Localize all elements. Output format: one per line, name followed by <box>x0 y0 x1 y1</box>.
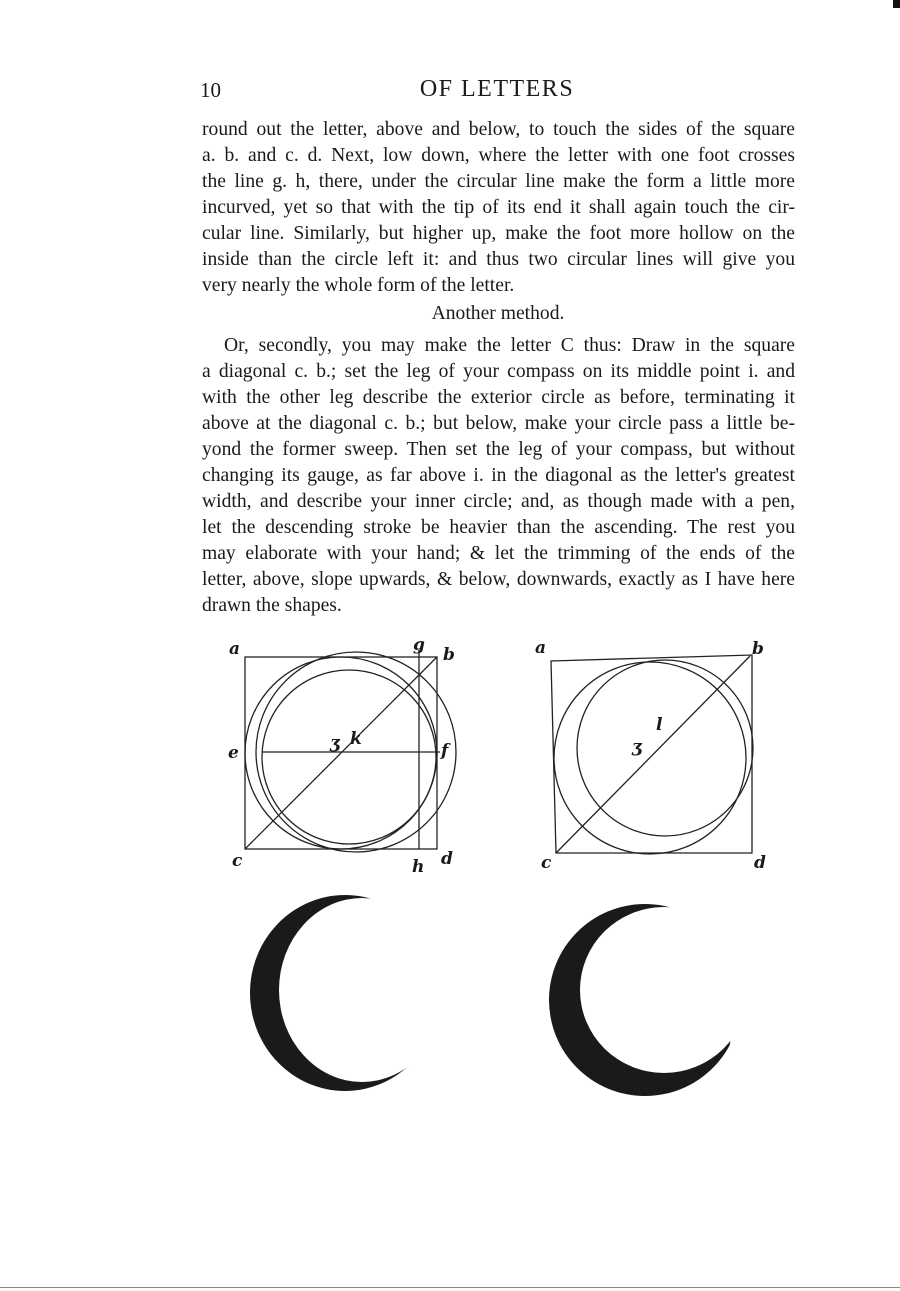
text-line: changing its gauge, as far above i. in the diagonal as the letter's greatest <box>202 465 795 486</box>
label-c: c <box>541 853 552 873</box>
label-i: ʒ <box>632 737 642 757</box>
text-line: with the other leg describe the exterior circle as before, terminating it <box>202 387 795 408</box>
letter-c-second <box>540 895 765 1105</box>
label-f: f <box>441 741 449 761</box>
label-g: g <box>413 635 425 655</box>
exterior-circle <box>256 652 456 852</box>
text-line: letter, above, slope upwards, & below, downwards, exactly as I have here <box>202 569 795 590</box>
label-d: d <box>754 853 766 873</box>
label-b: b <box>443 645 455 665</box>
figure-right-construction <box>535 638 766 873</box>
label-d: d <box>441 849 453 869</box>
label-l: l <box>656 715 663 735</box>
letter-c-first <box>240 885 465 1100</box>
text-line: width, and describe your inner circle; and, as though made with a pen, <box>202 491 795 512</box>
text-line: let the descending stroke be heavier than the ascending. The rest you <box>202 517 795 538</box>
text-line: cular line. Similarly, but higher up, make the foot more hollow on the <box>202 223 795 244</box>
text-line: a. b. and c. d. Next, low down, where the letter with one foot crosses <box>202 145 795 166</box>
label-a: a <box>535 638 547 658</box>
scan-mark <box>893 0 900 8</box>
square <box>551 655 752 853</box>
figures <box>0 630 900 1110</box>
outer-circle <box>245 657 437 849</box>
diagonal-c-b <box>245 657 437 849</box>
text-line: may elaborate with your hand; & let the trimming of the ends of the <box>202 543 795 564</box>
figure-left-construction <box>228 635 456 877</box>
diagonal-c-b <box>556 656 750 853</box>
label-c: c <box>232 851 243 871</box>
label-h: h <box>412 857 425 877</box>
text-line: incurved, yet so that with the tip of its end it shall again touch the cir- <box>202 197 795 218</box>
text-line: very nearly the whole form of the letter. <box>202 275 515 296</box>
text-line: inside than the circle left it: and thus two circular lines will give you <box>202 249 795 270</box>
text-line: drawn the shapes. <box>202 595 342 616</box>
inner-circle <box>262 670 436 844</box>
page-number: 10 <box>200 78 221 102</box>
subheading: Another method. <box>431 303 565 324</box>
running-head: OF LETTERS <box>419 76 575 102</box>
inner-circle <box>577 660 753 836</box>
text-line: a diagonal c. b.; set the leg of your compass on its middle point i. and <box>202 361 795 382</box>
text-line: the line g. h, there, under the circular line make the form a little more <box>202 171 795 192</box>
text-line: round out the letter, above and below, to touch the sides of the square <box>202 119 795 140</box>
label-b: b <box>752 639 764 659</box>
exterior-circle <box>554 662 746 854</box>
text-line: above at the diagonal c. b.; but below, make your circle pass a little be- <box>202 413 795 434</box>
text-line: yond the former sweep. Then set the leg of your compass, but without <box>202 439 795 460</box>
label-a: a <box>229 639 241 659</box>
text-line: Or, secondly, you may make the letter C thus: Draw in the square <box>224 335 795 356</box>
label-i: ʒ <box>330 733 340 753</box>
label-k: k <box>350 729 362 749</box>
label-e: e <box>228 743 239 763</box>
square <box>245 657 437 849</box>
scan-edge <box>0 1287 900 1288</box>
